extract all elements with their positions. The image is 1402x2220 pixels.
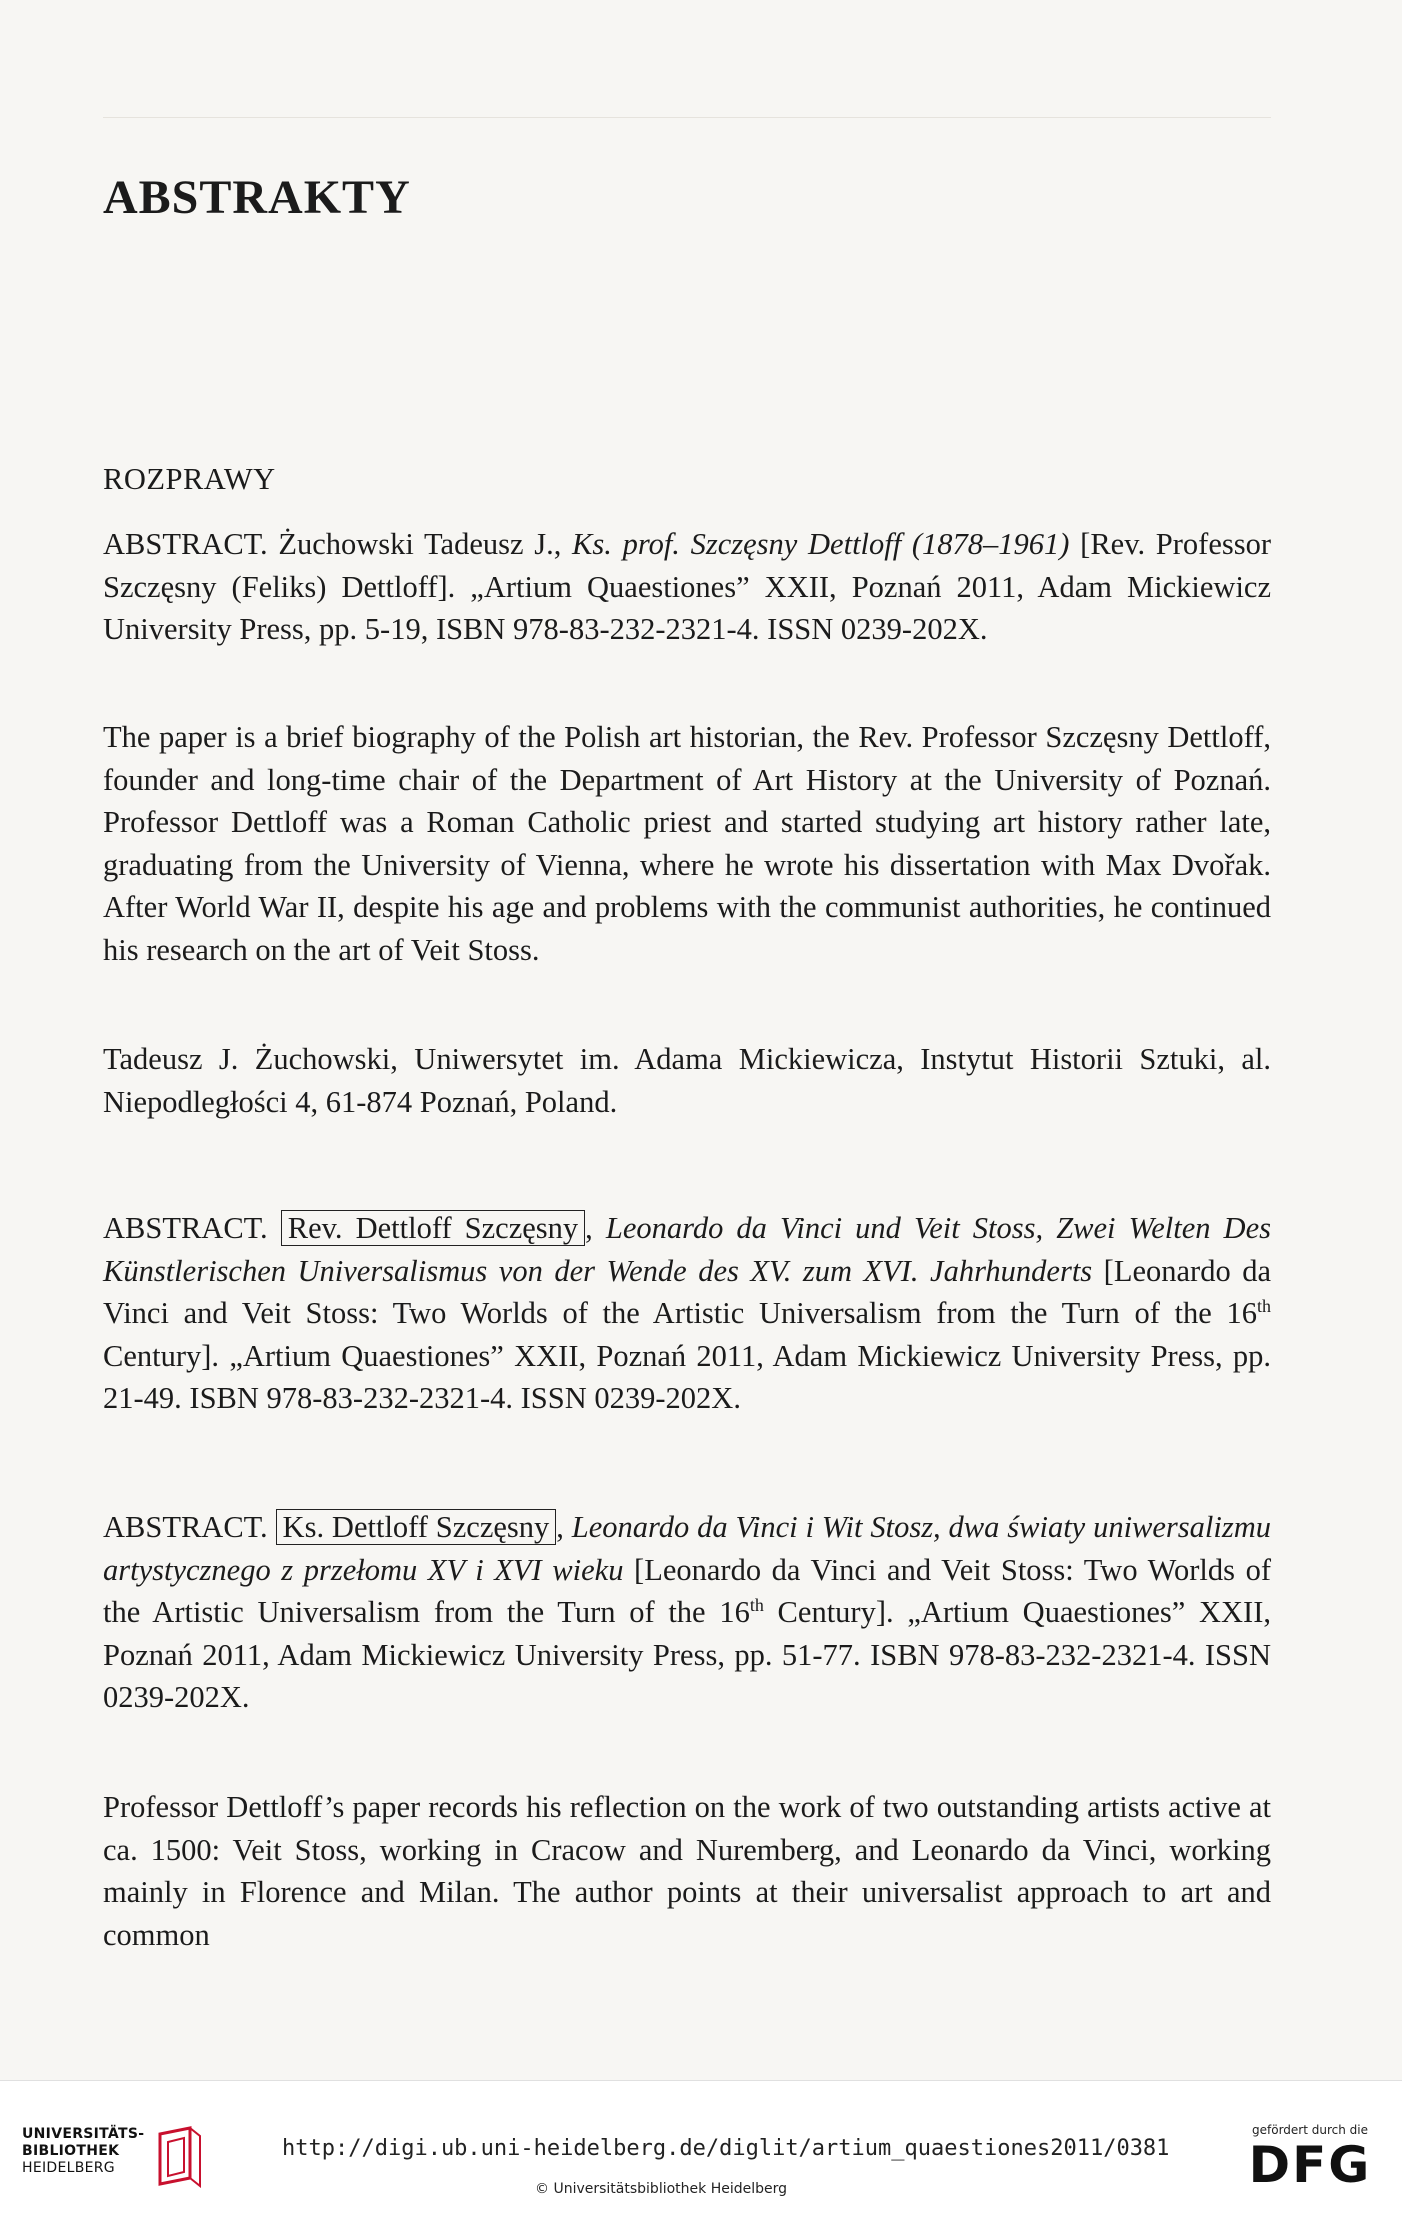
abstract-1-title: Ks. prof. Szczęsny Dettloff (1878–1961) [572,527,1070,561]
subsection-heading: ROZPRAWY [103,462,276,496]
abstract-3-body: Professor Dettloff’s paper records his reflection on the work of two outstanding artists active at ca. 1500: Veit Stoss, working in Cracow and Nuremberg, and Leonardo da Vinci, working mainly in Florence and Milan. The author points at their universalist approach to art and common [103,1790,1271,1952]
abstract-2-rest-a: [Leonardo da Vinci and Veit Stoss: Two Worlds of the Artistic Universalism from the Turn of the 16 [103,1253,1272,1330]
abstract-2-citation: ABSTRACT. Rev. Dettloff Szczęsny , Leonardo da Vinci und Veit Stoss, Zwei Welten Des Künstlerischen Universalismus von der Wende des XV. zum XVI. Jahrhunderts [Leonardo da Vinci and Veit Stoss: Two Worlds of the Artistic Universalism from the Turn of the 16th Century]. „Artium Quaestiones” XXII, Poznań 2011, Adam Mickiewicz University Press, pp. 21-49. ISBN 978-83-232-2321-4. ISSN 0239-202X. [103,1211,1272,1415]
abstract-1-citation [103,523,1271,651]
abstract-2-rest-b: Century]. „Artium Quaestiones” XXII, Poznań 2011, Adam Mickiewicz University Press, pp. 21-49. ISBN 978-83-232-2321-4. ISSN 0239-202X. [103,1338,1271,1415]
abstract-3-author: Ks. Dettloff Szczęsny [276,1509,557,1545]
abstract-3-rest-b: Century]. „Artium Quaestiones” XXII, Poznań 2011, Adam Mickiewicz University Press, pp. 51-77. ISBN 978-83-232-2321-4. ISSN 0239-202X. [103,1595,1271,1714]
abstract-3-prefix: ABSTRACT. [103,1510,276,1544]
abstract-1-body: The paper is a brief biography of the Polish art historian, the Rev. Professor Szczęsny Dettloff, founder and long-time chair of the Department of Art History at the University of Poznań. Professor Dettloff was a Roman Catholic priest and started studying art history rather late, graduating from the University of Vienna, where he wrote his dissertation with Max Dvořak. After World War II, despite his age and problems with the communist authorities, he continued his research on the art of Veit Stoss. [103,720,1271,967]
section-title: ABSTRAKTY [103,171,411,224]
abstract-3-rest-a: [Leonardo da Vinci and Veit Stoss: Two Worlds of the Artistic Universalism from the Turn of the 16 [103,1552,1271,1629]
abstract-3-sup: th [749,1594,764,1615]
abstract-3-citation: ABSTRACT. Ks. Dettloff Szczęsny , Leonardo da Vinci i Wit Stosz, dwa światy uniwersalizmu artystycznego z przełomu XV i XVI wieku [Leonardo da Vinci and Veit Stoss: Two Worlds of the Artistic Universalism from the Turn of the 16th Century]. „Artium Quaestiones” XXII, Poznań 2011, Adam Mickiewicz University Press, pp. 51-77. ISBN 978-83-232-2321-4. ISSN 0239-202X. [103,1510,1272,1714]
abstract-2-prefix: ABSTRACT. [103,1211,281,1245]
running-head-rule [103,95,1271,118]
abstract-3-title: Leonardo da Vinci i Wit Stosz, dwa światy uniwersalizmu artystycznego z przełomu XV i XVI wieku [103,1510,1272,1587]
dfg-caption: gefördert durch die [1252,2123,1368,2137]
abstract-1-affiliation: Tadeusz J. Żuchowski, Uniwersytet im. Adama Mickiewicza, Instytut Historii Sztuki, al. Niepodległości 4, 61-874 Poznań, Poland. [103,1042,1271,1119]
dfg-wordmark: DFG [1248,2136,1372,2194]
library-emblem-icon [150,2126,204,2188]
abstract-2-author: Rev. Dettloff Szczęsny [281,1210,585,1246]
abstract-1-rest: [Rev. Professor Szczęsny (Feliks) Dettloff]. „Artium Quaestiones” XXII, Poznań 2011, Adam Mickiewicz University Press, pp. 5-19, ISBN 978-83-232-2321-4. ISSN 0239-202X. [103,527,1271,646]
library-name-line-3: HEIDELBERG [22,2160,115,2176]
library-name-line-1: UNIVERSITÄTS- [22,2126,145,2142]
abstract-2-sup: th [1256,1295,1271,1316]
abstract-2-title: Leonardo da Vinci und Veit Stoss, Zwei Welten Des Künstlerischen Universalismus von der Wende des XV. zum XVI. Jahrhunderts [103,1211,1271,1288]
library-name-line-2: BIBLIOTHEK [22,2143,120,2159]
digitization-footer [0,2080,1402,2220]
abstract-1-prefix: ABSTRACT. Żuchowski Tadeusz J., [103,527,573,561]
library-logo[interactable] [22,2126,222,2196]
dfg-logo[interactable] [1230,2123,1390,2203]
copyright-notice: © Universitätsbibliothek Heidelberg [535,2181,788,2197]
permalink-url[interactable]: http://digi.ub.uni-heidelberg.de/diglit/artium_quaestiones2011/0381 [282,2136,1170,2161]
